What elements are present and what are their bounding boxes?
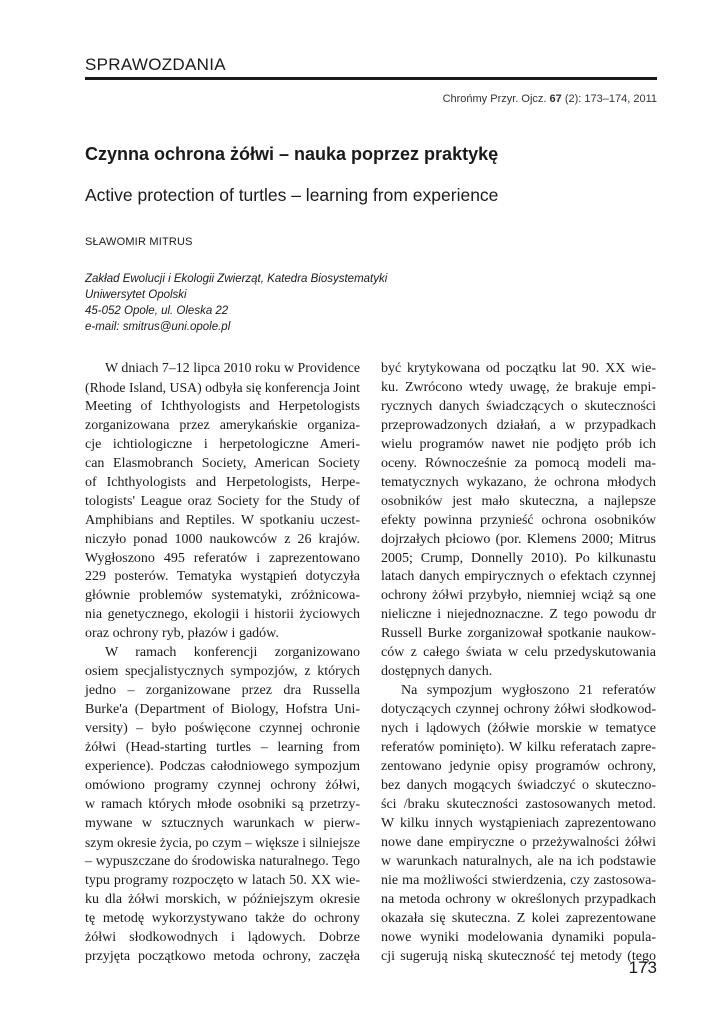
text-line: ochrony żółwi przybyło, niemniej wciąż są one	[381, 588, 656, 604]
text-line: Na sympozjum wygłoszono 21 referatów	[401, 683, 656, 699]
body-column-right	[381, 360, 656, 967]
text-line: Amphibians and Reptiles. W spotkaniu uczest-	[85, 512, 360, 528]
text-line: głównie problemów systematyki, zróżnicowa-	[85, 588, 360, 604]
text-line: nia genetycznego, ekologii i historii życiowych	[85, 607, 360, 623]
text-line: cje ichtiologiczne i herpetologiczne Ameri-	[85, 436, 360, 452]
text-line: nych i lądowych (żółwie morskie w tematyce	[381, 721, 656, 737]
text-line: nowe dane empiryczne o przeżywalności żółwi	[381, 834, 656, 850]
text-line: rycznych danych świadczących o skuteczności	[381, 398, 656, 414]
text-line: latach danych empirycznych o efektach czynnej	[381, 569, 656, 585]
text-line: w ramach których młode osobniki są przetrzy-	[85, 796, 360, 812]
text-line: żółwi słodkowodnych i lądowych. Dobrze	[85, 929, 360, 945]
header-rule	[85, 77, 657, 80]
article-title-en: Active protection of turtles – learning from experience	[85, 185, 499, 205]
text-line: Meeting of Ichthyologists and Herpetologists	[85, 398, 360, 414]
text-line: przeprowadzonych działań, a w przypadkach	[381, 417, 656, 433]
text-line: W ramach konferencji zorganizowano	[105, 645, 360, 661]
text-line: jedno – zorganizowane przez dra Russella	[85, 683, 360, 699]
text-line: ku. Zwrócono wtedy uwagę, że brakuje empi-	[381, 379, 656, 395]
text-line: nieliczne i niejednoznaczne. Z tego powodu dr	[381, 607, 656, 623]
text-line: Burke'a (Department of Biology, Hofstra Uni-	[85, 702, 360, 718]
affiliation-email: e-mail: smitrus@uni.opole.pl	[85, 321, 231, 333]
text-line: osobników jest mało skuteczna, a najlepsze	[381, 493, 656, 509]
text-line: Wygłoszono 495 referatów i zaprezentowano	[85, 550, 360, 566]
text-line: dostępnych danych.	[381, 664, 493, 680]
text-line: 229 posterów. Tematyka wystąpień dotyczyła	[85, 569, 360, 585]
text-line: dotyczących czynnej ochrony żółwi słodkowod-	[381, 702, 656, 718]
affiliation-line: Zakład Ewolucji i Ekologii Zwierząt, Katedra Biosystematyki	[85, 273, 388, 285]
text-line: omówiono programy czynnej ochrony żółwi,	[85, 777, 360, 793]
text-line: (Rhode Island, USA) odbyła się konferencja Joint	[85, 379, 360, 395]
text-line: na metoda ochrony w określonych przypadkach	[381, 891, 656, 907]
text-line: experience). Podczas całodniowego sympozjum	[85, 759, 360, 775]
text-line: W kilku innych wystąpieniach zaprezentowano	[381, 815, 656, 831]
text-line: nie ma możliwości stwierdzenia, czy zastosowa-	[381, 872, 656, 888]
text-line: referatów pominięto). W kilku referatach zapre-	[381, 740, 656, 756]
text-line: bez danych mogących świadczyć o skuteczno-	[381, 777, 656, 793]
text-line: Russell Burke zorganizował spotkanie naukow-	[381, 626, 656, 642]
citation-suffix: (2): 173–174, 2011	[564, 93, 657, 105]
text-line: oceny. Równocześnie za pomocą modeli ma-	[381, 455, 656, 471]
citation-prefix: Chrońmy Przyr. Ojcz.	[442, 93, 547, 105]
text-line: of Ichthyologists and Herpetologists, Herpe-	[85, 474, 360, 490]
text-line: szym okresie życia, po czym – większe i silniejsze	[85, 834, 360, 850]
text-line: W dniach 7–12 lipca 2010 roku w Providence	[105, 361, 360, 376]
section-label: SPRAWOZDANIA	[85, 55, 226, 74]
text-line: cji sugerują niską skuteczność tej metody (tego	[381, 948, 656, 964]
body-column-left	[85, 360, 360, 967]
text-line: żółwi (Head-starting turtles – learning from	[85, 740, 360, 756]
citation-volume: 67	[549, 93, 562, 105]
text-line: tematycznych wykazano, że ochrona młodych	[381, 474, 656, 490]
text-line: – wypuszczane do środowiska naturalnego. Tego	[85, 853, 360, 869]
text-line: osiem specjalistycznych sympozjów, z których	[85, 664, 360, 680]
text-line: typu programy rozpoczęto w latach 50. XX wie-	[85, 872, 360, 888]
text-line: can Elasmobranch Society, American Society	[85, 455, 360, 471]
text-line: versity) – było poświęcone czynnej ochronie	[85, 721, 360, 737]
text-line: być krytykowana od początku lat 90. XX wie-	[381, 361, 656, 376]
text-line: ku dla żółwi morskich, w późniejszym okresie	[85, 891, 360, 907]
text-line: 2005; Crump, Donnelly 2010). Po kilkunastu	[381, 550, 656, 566]
article-title-pl: Czynna ochrona żółwi – nauka poprzez praktykę	[85, 144, 499, 164]
text-line: zentowano jedynie opisy programów ochrony,	[381, 759, 656, 775]
affiliation-line: Uniwersytet Opolski	[85, 289, 187, 301]
text-line: ści /braku skuteczności zastosowanych metod.	[381, 796, 656, 812]
text-line: wielu programów nawet nie podjęto prób ich	[381, 436, 656, 452]
text-line: zorganizowana przez amerykańskie organiza-	[85, 417, 360, 433]
text-line: oraz ochrony ryb, płazów i gadów.	[85, 626, 279, 642]
text-line: tologists' League oraz Society for the Study of	[85, 493, 360, 509]
journal-citation	[443, 93, 657, 105]
page-number: 173	[628, 958, 657, 977]
text-line: przyjęta początkowo metoda ochrony, zaczęła	[85, 948, 360, 964]
text-line: dojrzałych płciowo (por. Klemens 2000; Mitrus	[381, 531, 656, 547]
text-line: w warunkach naturalnych, ale na ich podstawie	[381, 853, 656, 869]
author-name: SŁAWOMIR MITRUS	[85, 236, 193, 248]
text-line: ców z całego świata w celu przedyskutowania	[381, 645, 656, 661]
affiliation-line: 45-052 Opole, ul. Oleska 22	[85, 305, 229, 317]
text-line: efekty powinna przynieść ochrona osobników	[381, 512, 656, 528]
text-line: mywane w sztucznych warunkach w pierw-	[85, 815, 360, 831]
text-line: okazała się skuteczna. Z kolei zaprezentowane	[381, 910, 656, 926]
text-line: nowe wyniki modelowania dynamiki popula-	[381, 929, 656, 945]
text-line: tę metodę wykorzystywano także do ochrony	[85, 910, 360, 926]
text-line: niczyło ponad 1000 naukowców z 26 krajów.	[85, 531, 360, 547]
affiliation-block	[85, 271, 387, 335]
